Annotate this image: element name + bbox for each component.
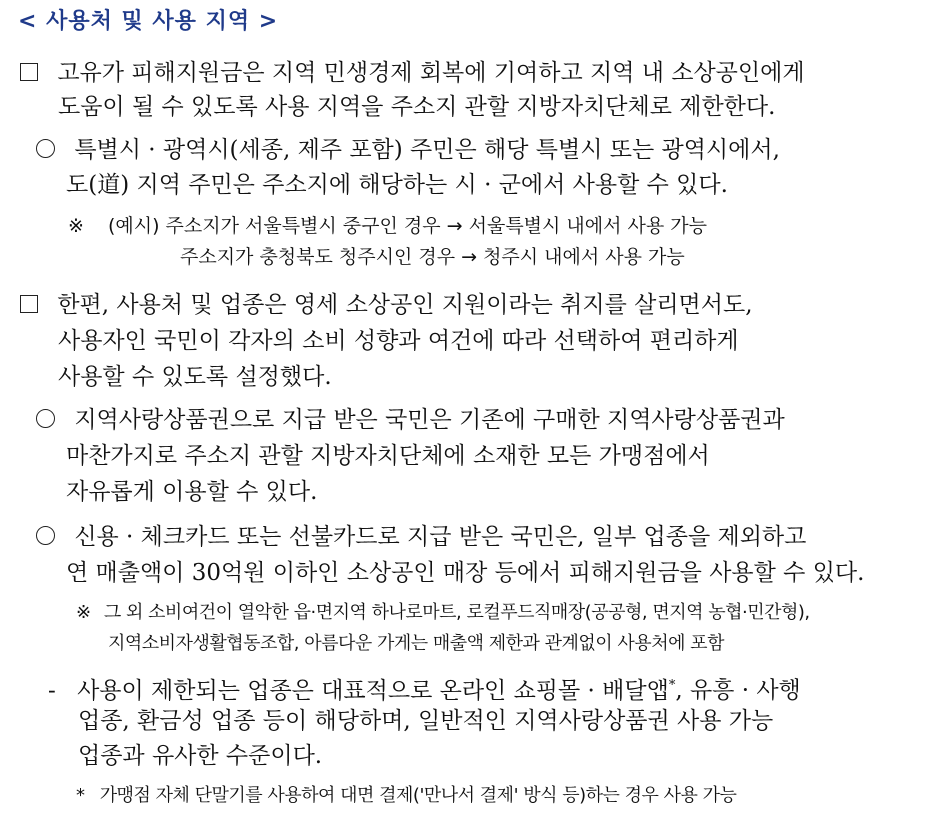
section1-sub-line-2 [66,170,728,200]
section2-sub2-text: 연 매출액이 30억원 이하인 소상공인 매장 등에서 피해지원금을 사용할 수 있다. [66,560,865,586]
section2-sub2-line-1 [36,522,806,552]
section2-sub1-text: 지역사랑상품권으로 지급 받은 국민은 기존에 구매한 지역사랑상품권과 [74,407,785,433]
note-text: 그 외 소비여건이 열악한 읍·면지역 하나로마트, 로컬푸드직매장(공공형, 면지역 농협·민간형), [103,602,810,623]
page-title: < 사용처 및 사용 지역 > [18,9,279,34]
dash-text: , 유흥 · 사행 [675,677,801,704]
section1-line-1 [20,58,805,88]
example-text: 주소지가 충청북도 청주시인 경우 → 청주시 내에서 사용 가능 [180,246,685,268]
footnote-text: 가맹점 자체 단말기를 사용하여 대면 결제('만나서 결제' 방식 등)하는 경우 사용 가능 [99,785,737,806]
circle-bullet-icon [36,139,55,158]
circle-bullet-icon [36,526,55,545]
dash-text: 업종, 환금성 업종 등이 해당하며, 일반적인 지역사랑상품권 사용 가능 [78,708,774,734]
section2-text: 사용할 수 있도록 설정했다. [58,364,332,390]
dash-line-2 [78,706,773,736]
example-line-2 [180,242,685,272]
section1-text: 도움이 될 수 있도록 사용 지역을 주소지 관할 지방자치단체로 제한한다. [58,94,776,120]
section2-sub1-line-3 [66,477,317,507]
dash-text: 사용이 제한되는 업종은 대표적으로 온라인 쇼핑몰 · 배달앱 [77,677,669,704]
footnote-line [76,781,736,811]
section2-sub1-text: 자유롭게 이용할 수 있다. [66,479,318,505]
section2-sub1-line-2 [66,441,710,471]
dash-text: 업종과 유사한 수준이다. [78,743,323,769]
section1-text: 고유가 피해지원금은 지역 민생경제 회복에 기여하고 지역 내 소상공인에게 [57,60,805,86]
dash-bullet-icon: - [48,677,56,704]
section1-sub-line-1 [36,135,780,165]
dash-line-3 [78,741,322,771]
note-mark-icon: ※ [68,215,84,237]
checkbox-square-icon [20,295,38,313]
section2-sub1-line-1 [36,405,785,435]
circle-bullet-icon [36,409,55,428]
section2-sub2-text: 신용 · 체크카드 또는 선불카드로 지급 받은 국민은, 일부 업종을 제외하고 [74,524,807,550]
section2-text: 사용자인 국민이 각자의 소비 성향과 여건에 따라 선택하여 편리하게 [58,328,739,354]
section2-sub2-line-2 [66,558,864,588]
footnote-star-icon: * [76,785,85,806]
example-line-1 [68,211,707,241]
note-line-1 [76,598,810,628]
note-text: 지역소비자생활협동조합, 아름다운 가게는 매출액 제한과 관계없이 사용처에 포함 [108,633,724,654]
section2-line-2 [58,326,739,356]
footnote-star-icon: * [668,678,676,693]
section2-sub1-text: 마찬가지로 주소지 관할 지방자치단체에 소재한 모든 가맹점에서 [66,443,710,469]
note-line-2 [108,629,724,659]
section2-line-1 [20,290,753,320]
section1-line-2 [58,92,775,122]
section2-text: 한편, 사용처 및 업종은 영세 소상공인 지원이라는 취지를 살리면서도, [57,292,753,318]
section2-line-3 [58,362,332,392]
section1-sub-text: 특별시 · 광역시(세종, 제주 포함) 주민은 해당 특별시 또는 광역시에서, [74,137,780,163]
checkbox-square-icon [20,63,38,81]
example-text: (예시) 주소지가 서울특별시 중구인 경우 → 서울특별시 내에서 사용 가능 [107,215,707,237]
note-mark-icon: ※ [76,602,91,623]
section1-sub-text: 도(道) 지역 주민은 주소지에 해당하는 시 · 군에서 사용할 수 있다. [66,172,728,198]
dash-line-1 [48,671,801,706]
